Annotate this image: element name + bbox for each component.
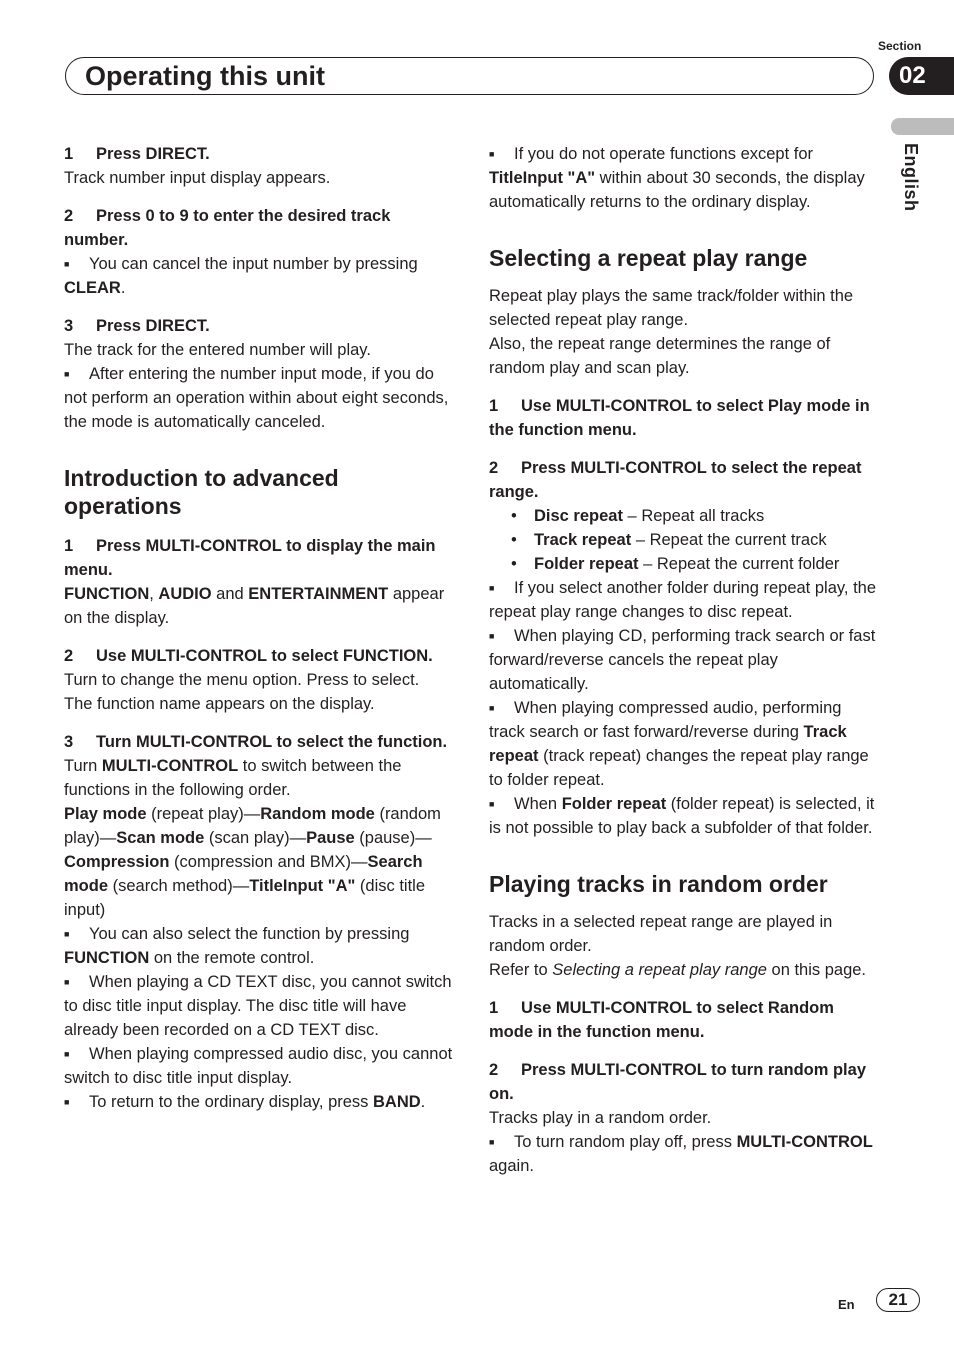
step-heading: 3 Turn MULTI-CONTROL to select the function. — [64, 733, 448, 751]
note: ■ When playing compressed audio disc, you cannot switch to disc title input display. — [64, 1042, 454, 1090]
left-column — [64, 142, 454, 1114]
note: ■ To return to the ordinary display, press BAND. — [64, 1090, 454, 1114]
step-heading: 1 Use MULTI-CONTROL to select Play mode in the function menu. — [489, 397, 870, 439]
note: ■ When playing compressed audio, performing track search or fast forward/reverse during Track repeat (track repeat) changes the repeat play range to folder repeat. — [489, 696, 879, 792]
note: ■ You can also select the function by pressing FUNCTION on the remote control. — [64, 922, 454, 970]
note: ■ When Folder repeat (folder repeat) is selected, it is not possible to play back a subfolder of that folder. — [489, 792, 879, 840]
note: ■ When playing CD, performing track search or fast forward/reverse cancels the repeat play automatically. — [489, 624, 879, 696]
note-marker-icon: ■ — [64, 369, 70, 379]
step-heading: 2 Press MULTI-CONTROL to select the repeat range. — [489, 459, 862, 501]
note-marker-icon: ■ — [489, 149, 495, 159]
page-number: 21 — [876, 1288, 920, 1312]
note: ■ If you select another folder during repeat play, the repeat play range changes to disc repeat. — [489, 576, 879, 624]
body-text: Track number input display appears. — [64, 169, 331, 187]
body-text: Refer to Selecting a repeat play range on this page. — [489, 961, 867, 979]
note-marker-icon: ■ — [489, 703, 495, 713]
note: ■ To turn random play off, press MULTI-CONTROL again. — [489, 1130, 879, 1178]
section-number: 02 — [889, 57, 954, 95]
function-order: Play mode (repeat play)—Random mode (random play)—Scan mode (scan play)—Pause (pause)—Compression (compression and BMX)—Search mode (search method)—TitleInput "A" (disc title input) — [64, 805, 441, 919]
language-label: English — [901, 143, 921, 212]
note-marker-icon: ■ — [489, 583, 495, 593]
note: ■ If you do not operate functions except for TitleInput "A" within about 30 seconds, the display automatically returns to the ordinary display. — [489, 142, 879, 214]
step-heading: 2 Press MULTI-CONTROL to turn random play on. — [489, 1061, 866, 1103]
language-tab — [891, 118, 954, 135]
note-marker-icon: ■ — [64, 977, 70, 987]
note-marker-icon: ■ — [64, 259, 70, 269]
note-marker-icon: ■ — [64, 1049, 70, 1059]
section-label: Section — [878, 39, 922, 53]
right-column — [489, 142, 879, 1178]
body-text: Turn MULTI-CONTROL to switch between the functions in the following order. — [64, 757, 402, 799]
section-heading: Introduction to advanced operations — [64, 465, 339, 519]
body-text: Also, the repeat range determines the range of random play and scan play. — [489, 335, 831, 377]
body-text: Repeat play plays the same track/folder within the selected repeat play range. — [489, 287, 854, 329]
note-marker-icon: ■ — [489, 799, 495, 809]
list-item: • Folder repeat – Repeat the current folder — [489, 552, 879, 576]
note-marker-icon: ■ — [489, 631, 495, 641]
body-text: Tracks play in a random order. — [489, 1109, 712, 1127]
note: ■ When playing a CD TEXT disc, you cannot switch to disc title input display. The disc title will have already been recorded on a CD TEXT disc. — [64, 970, 454, 1042]
list-item: • Disc repeat – Repeat all tracks — [489, 504, 879, 528]
step-heading: 2 Press 0 to 9 to enter the desired track number. — [64, 207, 391, 249]
section-heading: Playing tracks in random order — [489, 871, 828, 897]
cross-reference: Selecting a repeat play range — [552, 961, 767, 979]
section-heading: Selecting a repeat play range — [489, 245, 808, 271]
note: ■ You can cancel the input number by pressing CLEAR. — [64, 252, 454, 300]
body-text: FUNCTION, AUDIO and ENTERTAINMENT appear on the display. — [64, 585, 445, 627]
note-marker-icon: ■ — [489, 1137, 495, 1147]
body-text: Turn to change the menu option. Press to select. — [64, 671, 420, 689]
body-text: The track for the entered number will play. — [64, 341, 371, 359]
list-item: • Track repeat – Repeat the current track — [489, 528, 879, 552]
step-heading: 1 Press MULTI-CONTROL to display the main menu. — [64, 537, 436, 579]
step-heading: 2 Use MULTI-CONTROL to select FUNCTION. — [64, 647, 433, 665]
step-heading: 1 Press DIRECT. — [64, 145, 210, 163]
note: ■ After entering the number input mode, if you do not perform an operation within about eight seconds, the mode is automatically canceled. — [64, 362, 454, 434]
step-heading: 3 Press DIRECT. — [64, 317, 210, 335]
note-marker-icon: ■ — [64, 1097, 70, 1107]
step-heading: 1 Use MULTI-CONTROL to select Random mode in the function menu. — [489, 999, 834, 1041]
body-text: The function name appears on the display. — [64, 695, 375, 713]
page-title: Operating this unit — [85, 61, 325, 91]
body-text: Tracks in a selected repeat range are played in random order. — [489, 913, 833, 955]
note-marker-icon: ■ — [64, 929, 70, 939]
footer-language: En — [838, 1297, 855, 1312]
